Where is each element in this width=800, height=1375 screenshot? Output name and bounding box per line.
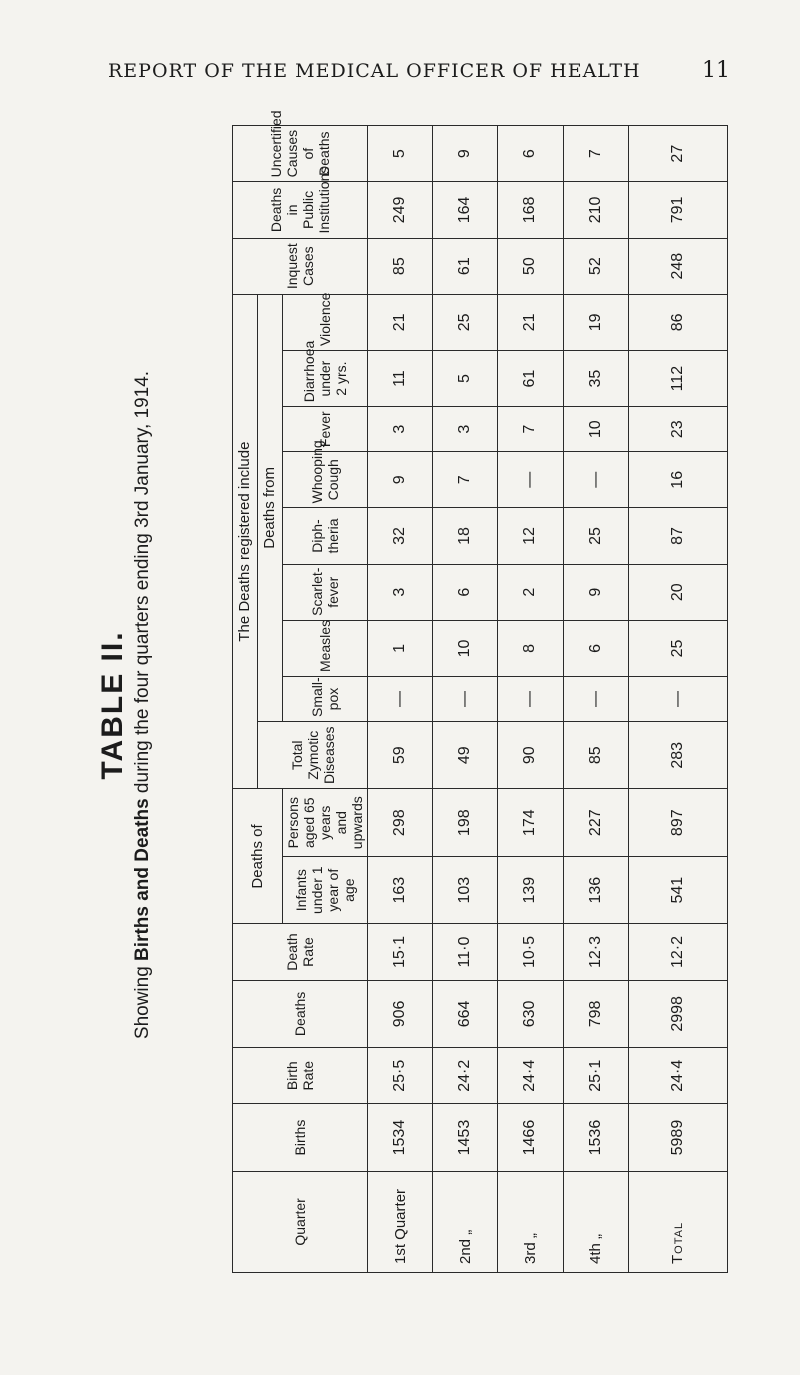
cell-births: 1453: [433, 1104, 498, 1171]
cell-measles: 25: [628, 620, 727, 676]
cell-institutions: 791: [628, 182, 727, 238]
cell-whooping: —: [563, 452, 628, 508]
cell-institutions: 164: [433, 182, 498, 238]
cell-institutions: 210: [563, 182, 628, 238]
cell-quarter: 3rd „: [498, 1171, 563, 1272]
rotated-table: [232, 110, 728, 1273]
cell-smallpox: —: [368, 677, 433, 722]
header-scarlet: Scarlet-fever: [283, 564, 368, 620]
cell-diphtheria: 18: [433, 508, 498, 564]
cell-diphtheria: 25: [563, 508, 628, 564]
cell-persons: 227: [563, 789, 628, 856]
header-persons: Persons aged 65 years and upwards: [283, 789, 368, 856]
header-smallpox: Small-pox: [283, 677, 368, 722]
cell-measles: 6: [563, 620, 628, 676]
page-header: [108, 52, 730, 92]
cell-infants: 541: [628, 856, 727, 923]
cell-persons: 198: [433, 789, 498, 856]
cell-smallpox: —: [628, 677, 727, 722]
report-title: REPORT OF THE MEDICAL OFFICER OF HEALTH: [108, 60, 641, 82]
table-row-total: [628, 126, 727, 1273]
cell-births: 1534: [368, 1104, 433, 1171]
cell-birth-rate: 24·4: [498, 1048, 563, 1104]
cell-persons: 298: [368, 789, 433, 856]
header-birth-rate: Birth Rate: [233, 1048, 368, 1104]
cell-births: 1536: [563, 1104, 628, 1171]
cell-uncertified: 5: [368, 126, 433, 182]
cell-fever: 3: [433, 407, 498, 452]
cell-deaths: 2998: [628, 980, 727, 1047]
page-number: 11: [702, 58, 730, 83]
header-deaths-from: Deaths from: [258, 294, 283, 721]
table-row: [498, 126, 563, 1273]
caption-post: during the four quarters ending 3rd January, 1914.: [132, 370, 153, 799]
cell-zymotic: 85: [563, 722, 628, 789]
cell-smallpox: —: [433, 677, 498, 722]
cell-violence: 25: [433, 294, 498, 350]
cell-uncertified: 27: [628, 126, 727, 182]
cell-inquest: 52: [563, 238, 628, 294]
cell-births: 5989: [628, 1104, 727, 1171]
cell-violence: 86: [628, 294, 727, 350]
cell-uncertified: 6: [498, 126, 563, 182]
header-deaths-of: Deaths of: [233, 789, 283, 924]
header-fever: Fever: [283, 407, 368, 452]
cell-fever: 7: [498, 407, 563, 452]
table-container: [232, 110, 728, 1273]
cell-fever: 3: [368, 407, 433, 452]
cell-deaths: 798: [563, 980, 628, 1047]
header-violence: Violence: [283, 294, 368, 350]
cell-persons: 897: [628, 789, 727, 856]
cell-quarter: Total: [628, 1171, 727, 1272]
cell-violence: 21: [498, 294, 563, 350]
cell-death-rate: 12·3: [563, 924, 628, 980]
cell-deaths: 664: [433, 980, 498, 1047]
caption-bold: Births and Deaths: [132, 798, 153, 961]
cell-birth-rate: 24·4: [628, 1048, 727, 1104]
cell-fever: 23: [628, 407, 727, 452]
cell-infants: 103: [433, 856, 498, 923]
cell-inquest: 50: [498, 238, 563, 294]
cell-inquest: 248: [628, 238, 727, 294]
cell-whooping: —: [498, 452, 563, 508]
cell-diarrhoea: 35: [563, 350, 628, 406]
cell-birth-rate: 25·5: [368, 1048, 433, 1104]
cell-whooping: 16: [628, 452, 727, 508]
table-row: [433, 126, 498, 1273]
cell-diarrhoea: 61: [498, 350, 563, 406]
header-zymotic: Total Zymotic Diseases: [258, 722, 368, 789]
cell-violence: 21: [368, 294, 433, 350]
cell-diphtheria: 12: [498, 508, 563, 564]
table-row: [368, 126, 433, 1273]
cell-quarter: 4th „: [563, 1171, 628, 1272]
cell-scarlet: 6: [433, 564, 498, 620]
cell-inquest: 85: [368, 238, 433, 294]
cell-death-rate: 11·0: [433, 924, 498, 980]
cell-measles: 10: [433, 620, 498, 676]
cell-inquest: 61: [433, 238, 498, 294]
cell-violence: 19: [563, 294, 628, 350]
header-diphtheria: Diph-theria: [283, 508, 368, 564]
cell-deaths: 906: [368, 980, 433, 1047]
cell-infants: 136: [563, 856, 628, 923]
cell-diarrhoea: 11: [368, 350, 433, 406]
cell-scarlet: 3: [368, 564, 433, 620]
cell-birth-rate: 25·1: [563, 1048, 628, 1104]
cell-zymotic: 283: [628, 722, 727, 789]
cell-birth-rate: 24·2: [433, 1048, 498, 1104]
header-diarrhoea: Diarrhoea under 2 yrs.: [283, 350, 368, 406]
cell-quarter: 1st Quarter: [368, 1171, 433, 1272]
cell-fever: 10: [563, 407, 628, 452]
cell-death-rate: 10·5: [498, 924, 563, 980]
cell-zymotic: 59: [368, 722, 433, 789]
cell-death-rate: 15·1: [368, 924, 433, 980]
cell-institutions: 249: [368, 182, 433, 238]
cell-births: 1466: [498, 1104, 563, 1171]
cell-diarrhoea: 112: [628, 350, 727, 406]
header-infants: Infants under 1 year of age: [283, 856, 368, 923]
cell-zymotic: 90: [498, 722, 563, 789]
cell-smallpox: —: [563, 677, 628, 722]
header-quarter: Quarter: [233, 1171, 368, 1272]
cell-infants: 163: [368, 856, 433, 923]
table-label: TABLE II.: [96, 630, 129, 780]
rotated-heading: [96, 115, 160, 1295]
cell-measles: 1: [368, 620, 433, 676]
cell-persons: 174: [498, 789, 563, 856]
cell-deaths: 630: [498, 980, 563, 1047]
header-institutions: Deaths in Public Institutions: [233, 182, 368, 238]
cell-infants: 139: [498, 856, 563, 923]
cell-quarter: 2nd „: [433, 1171, 498, 1272]
cell-diarrhoea: 5: [433, 350, 498, 406]
births-deaths-table: [232, 110, 728, 1273]
header-deaths: Deaths: [233, 980, 368, 1047]
cell-scarlet: 20: [628, 564, 727, 620]
header-uncertified: Uncertified Causes of Deaths: [233, 126, 368, 182]
cell-uncertified: 9: [433, 126, 498, 182]
cell-zymotic: 49: [433, 722, 498, 789]
header-measles: Measles: [283, 620, 368, 676]
cell-whooping: 7: [433, 452, 498, 508]
cell-scarlet: 2: [498, 564, 563, 620]
cell-smallpox: —: [498, 677, 563, 722]
table-heading: [96, 115, 160, 1295]
header-inquest: Inquest Cases: [233, 238, 368, 294]
caption-pre: Showing: [132, 960, 153, 1040]
cell-whooping: 9: [368, 452, 433, 508]
header-births: Births: [233, 1104, 368, 1171]
cell-scarlet: 9: [563, 564, 628, 620]
table-row: [563, 126, 628, 1273]
table-caption: [130, 115, 156, 1295]
cell-diphtheria: 87: [628, 508, 727, 564]
cell-measles: 8: [498, 620, 563, 676]
cell-institutions: 168: [498, 182, 563, 238]
header-whooping: Whooping Cough: [283, 452, 368, 508]
cell-death-rate: 12·2: [628, 924, 727, 980]
header-death-rate: Death Rate: [233, 924, 368, 980]
header-registered-include: The Deaths registered include: [233, 294, 258, 789]
cell-diphtheria: 32: [368, 508, 433, 564]
cell-uncertified: 7: [563, 126, 628, 182]
